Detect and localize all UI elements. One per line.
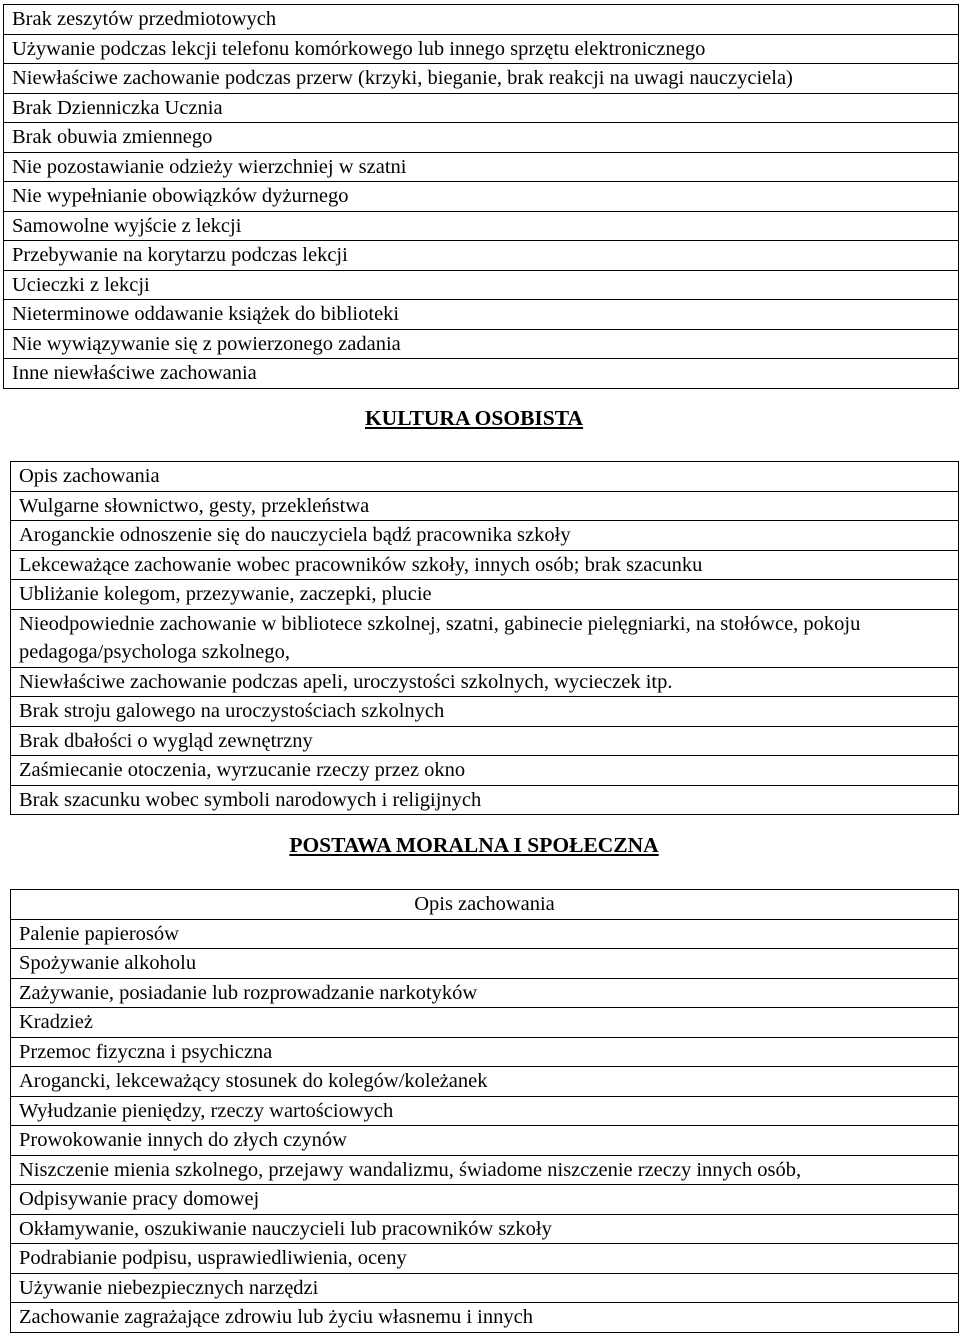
table-row	[11, 1126, 959, 1156]
table-row	[11, 667, 959, 697]
table-cell: Palenie papierosów	[11, 919, 959, 949]
table-cell: Zażywanie, posiadanie lub rozprowadzanie narkotyków	[11, 978, 959, 1008]
section-heading-postawa-moralna: POSTAWA MORALNA I SPOŁECZNA	[289, 833, 659, 857]
table-row	[4, 300, 959, 330]
table-row	[4, 329, 959, 359]
table-row	[11, 580, 959, 610]
table-row	[11, 1185, 959, 1215]
table-row	[4, 64, 959, 94]
table-row	[11, 949, 959, 979]
column-header-opis-zachowania: Opis zachowania	[11, 462, 959, 492]
table-row	[11, 550, 959, 580]
table-row	[4, 241, 959, 271]
table-cell: Nie wypełnianie obowiązków dyżurnego	[4, 182, 959, 212]
table-row	[11, 1244, 959, 1274]
table-cell: Ucieczki z lekcji	[4, 270, 959, 300]
table-cell: Nieterminowe oddawanie książek do biblioteki	[4, 300, 959, 330]
behavior-table-body	[11, 462, 959, 815]
table-cell: Brak dbałości o wygląd zewnętrzny	[11, 726, 959, 756]
table-cell: Używanie niebezpiecznych narzędzi	[11, 1273, 959, 1303]
table-cell: Okłamywanie, oszukiwanie nauczycieli lub pracowników szkoły	[11, 1214, 959, 1244]
table-cell: Inne niewłaściwe zachowania	[4, 359, 959, 389]
behavior-table-postawa-moralna	[10, 889, 959, 1333]
table-row	[4, 34, 959, 64]
table-cell: Niszczenie mienia szkolnego, przejawy wandalizmu, świadome niszczenie rzeczy innych osób,	[11, 1155, 959, 1185]
table-row	[11, 919, 959, 949]
table-row	[11, 609, 959, 667]
table-cell: Samowolne wyjście z lekcji	[4, 211, 959, 241]
table-row	[11, 978, 959, 1008]
table-cell: Nie wywiązywanie się z powierzonego zadania	[4, 329, 959, 359]
column-header-opis-zachowania: Opis zachowania	[11, 890, 959, 920]
table-row	[11, 756, 959, 786]
table-cell: Odpisywanie pracy domowej	[11, 1185, 959, 1215]
table-cell: Brak zeszytów przedmiotowych	[4, 5, 959, 35]
table-row	[4, 182, 959, 212]
table-cell: Aroganckie odnoszenie się do nauczyciela bądź pracownika szkoły	[11, 521, 959, 551]
table-row	[11, 1096, 959, 1126]
table-cell: Podrabianie podpisu, usprawiedliwienia, oceny	[11, 1244, 959, 1274]
table-row	[11, 521, 959, 551]
behavior-table-body	[11, 890, 959, 1333]
table-row	[4, 5, 959, 35]
table-row	[11, 1303, 959, 1333]
table-row	[4, 359, 959, 389]
table-row	[11, 491, 959, 521]
table-cell: Brak obuwia zmiennego	[4, 123, 959, 153]
table-row	[4, 93, 959, 123]
table-cell: Spożywanie alkoholu	[11, 949, 959, 979]
table-row	[11, 1214, 959, 1244]
table-cell: Lekceważące zachowanie wobec pracowników szkoły, innych osób; brak szacunku	[11, 550, 959, 580]
table-cell: Ubliżanie kolegom, przezywanie, zaczepki, plucie	[11, 580, 959, 610]
table-cell: Niewłaściwe zachowanie podczas przerw (krzyki, bieganie, brak reakcji na uwagi nauczyciela)	[4, 64, 959, 94]
table-row	[4, 123, 959, 153]
table-cell: Brak Dzienniczka Ucznia	[4, 93, 959, 123]
table-row	[11, 785, 959, 815]
table-cell: Brak szacunku wobec symboli narodowych i religijnych	[11, 785, 959, 815]
table-row	[11, 1037, 959, 1067]
table-cell: Niewłaściwe zachowanie podczas apeli, uroczystości szkolnych, wycieczek itp.	[11, 667, 959, 697]
table-row	[11, 1008, 959, 1038]
behavior-table-general	[3, 4, 959, 389]
table-cell: Wyłudzanie pieniędzy, rzeczy wartościowych	[11, 1096, 959, 1126]
table-header-row	[11, 890, 959, 920]
table-row	[11, 726, 959, 756]
table-cell: Arogancki, lekceważący stosunek do kolegów/koleżanek	[11, 1067, 959, 1097]
table-cell: Kradzież	[11, 1008, 959, 1038]
table-row	[11, 1155, 959, 1185]
table-cell: Nieodpowiednie zachowanie w bibliotece szkolnej, szatni, gabinecie pielęgniarki, na stołówce, pokoju pedagoga/psychologa szkolnego,	[11, 609, 959, 667]
table-row	[4, 152, 959, 182]
table-cell: Nie pozostawianie odzieży wierzchniej w szatni	[4, 152, 959, 182]
section-heading-kultura-osobista: KULTURA OSOBISTA	[364, 406, 584, 430]
table-cell: Używanie podczas lekcji telefonu komórkowego lub innego sprzętu elektronicznego	[4, 34, 959, 64]
table-cell: Brak stroju galowego na uroczystościach szkolnych	[11, 697, 959, 727]
table-header-row	[11, 462, 959, 492]
table-row	[11, 1273, 959, 1303]
table-cell: Przebywanie na korytarzu podczas lekcji	[4, 241, 959, 271]
table-row	[11, 1067, 959, 1097]
table-cell: Prowokowanie innych do złych czynów	[11, 1126, 959, 1156]
table-row	[11, 697, 959, 727]
table-cell: Przemoc fizyczna i psychiczna	[11, 1037, 959, 1067]
table-cell: Wulgarne słownictwo, gesty, przekleństwa	[11, 491, 959, 521]
table-row	[4, 211, 959, 241]
table-cell: Zaśmiecanie otoczenia, wyrzucanie rzeczy przez okno	[11, 756, 959, 786]
table-row	[4, 270, 959, 300]
table-cell: Zachowanie zagrażające zdrowiu lub życiu własnemu i innych	[11, 1303, 959, 1333]
behavior-table-kultura-osobista	[10, 461, 959, 815]
behavior-table-body	[4, 5, 959, 389]
